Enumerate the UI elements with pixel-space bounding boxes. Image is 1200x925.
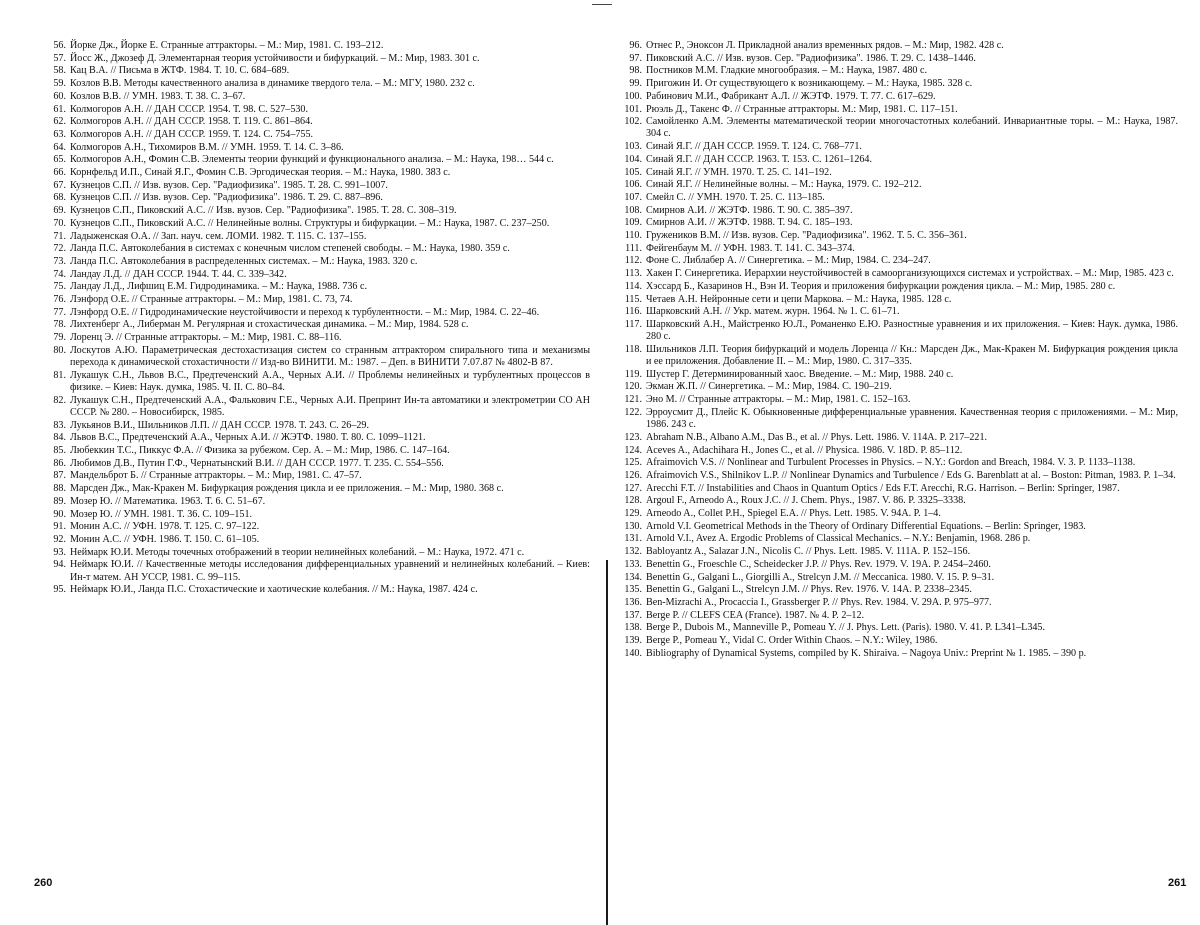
reference-text: Benettin G., Galgani L., Giorgilli A., Strelcyn J.M. // Meccanica. 1980. V. 15. P. 9–31.: [646, 571, 995, 583]
reference-number: 137.: [624, 609, 642, 621]
reference-number: 127.: [624, 482, 642, 494]
reference-text: Arecchi F.T. // Instabilities and Chaos in Quantum Optics / Eds F.T. Arecchi, R.G. Harrison. – Berlin: Springer, 1987.: [646, 482, 1120, 494]
reference-list-left: [42, 40, 590, 596]
reference-number: 98.: [629, 65, 642, 77]
reference-text: Гружеников В.М. // Изв. вузов. Сер. "Радиофизика". 1962. Т. 5. С. 356–361.: [646, 230, 967, 242]
reference-text: Лэнфорд О.Е. // Странные аттракторы. – М.: Мир, 1981. С. 73, 74.: [70, 294, 353, 306]
reference-text: Рабинович М.И., Фабрикант А.Л. // ЖЭТФ. 1979. Т. 77. С. 617–629.: [646, 90, 936, 102]
reference-number: 124.: [624, 444, 642, 456]
reference-text: Лэнфорд О.Е. // Гидродинамические неустойчивости и переход к турбулентности. – М.: Мир, 1984. С. 22–46.: [70, 306, 540, 318]
reference-entry: [42, 53, 590, 65]
reference-number: 105.: [624, 166, 642, 178]
reference-text: Шустер Г. Детерминированный хаос. Введение. – М.: Мир, 1988. 240 с.: [646, 368, 954, 380]
reference-number: 93.: [53, 546, 66, 558]
reference-number: 118.: [624, 343, 642, 355]
reference-entry: [618, 268, 1178, 280]
reference-text: Колмогоров А.Н. // ДАН СССР. 1959. Т. 124. С. 754–755.: [70, 128, 314, 140]
reference-text: Корнфельд И.П., Синай Я.Г., Фомин С.В. Эргодическая теория. – М.: Наука, 1980. 383 с.: [70, 167, 451, 179]
reference-text: Колмогоров А.Н. // ДАН СССР. 1958. Т. 119. С. 861–864.: [70, 116, 313, 128]
reference-text: Кузнецов С.П. // Изв. вузов. Сер. "Радиофизика". 1985. Т. 28. С. 991–1007.: [70, 179, 388, 191]
reference-text: Лукашук С.Н., Предтеченский А.А., Фалькович Г.Е., Черных А.И. Препринт Ин-та автоматики и электрометрии СО АН СССР. № 280. – Новосибирск, 1985.: [70, 394, 590, 418]
reference-number: 71.: [53, 230, 66, 242]
reference-text: Мозер Ю. // Математика. 1963. Т. 6. С. 51–67.: [70, 495, 266, 507]
reference-entry: [618, 78, 1178, 90]
reference-text: Aceves A., Adachihara H., Jones C., et al. // Physica. 1986. V. 18D. P. 85–112.: [646, 444, 963, 456]
left-page: [42, 40, 590, 597]
reference-number: 94.: [53, 559, 66, 571]
reference-number: 100.: [624, 90, 642, 102]
reference-text: Ben-Mizrachi A., Procaccia I., Grassberger P. // Phys. Rev. 1984. V. 29A. P. 975–977.: [646, 596, 992, 608]
reference-number: 81.: [53, 369, 66, 381]
reference-text: Постников М.М. Гладкие многообразия. – М.: Наука, 1987. 480 с.: [646, 65, 928, 77]
reference-entry: [42, 521, 590, 533]
reference-number: 63.: [53, 128, 66, 140]
reference-text: Хэссард Б., Казаринов Н., Вэн И. Теория и приложения бифуркации рождения цикла. – М.: Мир, 1985. 280 с.: [646, 280, 1116, 292]
reference-text: Самойленко А.М. Элементы математической теории многочастотных колебаний. Инвариантные торы. – М.: Наука, 1987. 304 с.: [646, 116, 1178, 140]
reference-text: Berge P., Dubois M., Manneville P., Pomeau Y. // J. Phys. Lett. (Paris). 1980. V. 41. P. L341–L345.: [646, 622, 1045, 634]
reference-text: Кузнецов С.П., Пиковский А.С. // Нелинейные волны. Структуры и бифуркации. – М.: Наука, 1987. С. 237–250.: [70, 217, 550, 229]
reference-number: 131.: [624, 533, 642, 545]
reference-entry: [618, 344, 1178, 368]
reference-number: 58.: [53, 65, 66, 77]
reference-number: 67.: [53, 179, 66, 191]
reference-number: 96.: [629, 40, 642, 51]
reference-number: 85.: [53, 445, 66, 456]
reference-number: 87.: [53, 470, 66, 482]
reference-number: 103.: [624, 141, 642, 153]
reference-number: 139.: [624, 635, 642, 647]
reference-text: Козлов В.В. Методы качественного анализа в динамике твердого тела. – М.: МГУ, 1980. 232 с.: [70, 78, 475, 90]
reference-number: 128.: [624, 495, 642, 507]
reference-number: 73.: [53, 255, 66, 267]
reference-entry: [42, 142, 590, 154]
reference-text: Лукьянов В.И., Шильников Л.П. // ДАН СССР. 1978. Т. 243. С. 26–29.: [70, 419, 369, 431]
reference-text: Лоскутов А.Ю. Параметрическая дестохастизация систем со странным аттрактором спирального типа и механизмы перехода к динамической стохастичности // Изд-во ВИНИТИ. М.: 1987. – Деп. в ВИНИТИ 7.07.87 № 4802-В 87.: [70, 344, 590, 369]
reference-entry: [618, 179, 1178, 191]
reference-entry: [618, 192, 1178, 204]
reference-text: Кузнецов С.П. // Изв. вузов. Сер. "Радиофизика". 1986. Т. 29. С. 887–896.: [70, 192, 383, 204]
reference-text: Рюэль Д., Такенс Ф. // Странные аттракторы. М.: Мир, 1981. С. 117–151.: [646, 103, 958, 115]
reference-number: 64.: [53, 141, 66, 153]
reference-text: Ланда П.С. Автоколебания в распределенных системах. – М.: Наука, 1983. 320 с.: [70, 255, 418, 267]
reference-entry: [618, 91, 1178, 103]
reference-entry: [618, 457, 1178, 469]
reference-text: Arneodo A., Collet P.H., Spiegel E.A. // Phys. Lett. 1985. V. 94A. P. 1–4.: [646, 508, 941, 520]
reference-text: Afraimovich V.S., Shilnikov L.P. // Nonlinear Dynamics and Turbulence / Eds G. Barenblatt at al. – Boston: Pitman, 1983. P. 1–34.: [646, 469, 1176, 481]
reference-number: 123.: [624, 431, 642, 443]
reference-entry: [42, 345, 590, 369]
reference-entry: [42, 231, 590, 243]
reference-number: 106.: [624, 179, 642, 191]
reference-text: Синай Я.Г. // ДАН СССР. 1963. Т. 153. С. 1261–1264.: [646, 153, 873, 165]
reference-text: Пиковский А.С. // Изв. вузов. Сер. "Радиофизика". 1986. Т. 29. С. 1438–1446.: [646, 52, 976, 64]
reference-entry: [42, 307, 590, 319]
reference-text: Смирнов А.И. // ЖЭТФ. 1986. Т. 90. С. 385–397.: [646, 204, 853, 216]
reference-text: Экман Ж.П. // Синергетика. – М.: Мир, 1984. С. 190–219.: [646, 381, 892, 393]
reference-text: Шарковский А.Н., Майстренко Ю.Л., Романенко Е.Ю. Разностные уравнения и их приложения. – Киев: Наук. думка, 1986. 280 с.: [646, 318, 1178, 343]
reference-entry: [618, 508, 1178, 520]
reference-entry: [42, 154, 590, 166]
reference-entry: [42, 534, 590, 546]
reference-entry: [618, 483, 1178, 495]
reference-entry: [618, 167, 1178, 179]
reference-entry: [618, 65, 1178, 77]
reference-text: Ландау Л.Д. // ДАН СССР. 1944. Т. 44. С. 339–342.: [70, 268, 287, 280]
reference-entry: [42, 319, 590, 331]
reference-number: 75.: [53, 281, 66, 293]
reference-entry: [618, 648, 1178, 660]
reference-number: 65.: [53, 154, 66, 166]
reference-entry: [42, 294, 590, 306]
reference-entry: [42, 281, 590, 293]
reference-text: Смирнов А.И. // ЖЭТФ. 1988. Т. 94. С. 185–193.: [646, 217, 853, 229]
reference-text: Arnold V.I. Geometrical Methods in the Theory of Ordinary Differential Equations. – Berlin: Springer, 1983.: [646, 520, 1086, 532]
reference-entry: [42, 192, 590, 204]
reference-number: 69.: [53, 205, 66, 217]
reference-number: 113.: [624, 268, 642, 280]
reference-text: Любеккин Т.С., Пиккус Ф.А. // Физика за рубежом. Сер. А. – М.: Мир, 1986. С. 147–164.: [70, 445, 450, 456]
reference-entry: [42, 420, 590, 432]
reference-number: 90.: [53, 508, 66, 520]
reference-number: 97.: [629, 52, 642, 64]
reference-text: Неймарк Ю.И., Ланда П.С. Стохастические и хаотические колебания. // М.: Наука, 1987. 424 с.: [70, 584, 478, 596]
reference-number: 66.: [53, 167, 66, 179]
reference-entry: [42, 483, 590, 495]
reference-number: 108.: [624, 204, 642, 216]
reference-number: 102.: [624, 116, 642, 128]
reference-text: Ландау Л.Д., Лифшиц Е.М. Гидродинамика. – М.: Наука, 1988. 736 с.: [70, 281, 367, 293]
reference-number: 57.: [53, 52, 66, 64]
reference-text: Мозер Ю. // УМН. 1981. Т. 36. С. 109–151.: [70, 508, 253, 520]
reference-text: Марсден Дж., Мак-Кракен М. Бифуркация рождения цикла и ее приложения. – М.: Мир, 1980. 368 с.: [70, 483, 504, 495]
reference-number: 133.: [624, 558, 642, 570]
reference-number: 121.: [624, 394, 642, 406]
reference-entry: [42, 167, 590, 179]
reference-text: Хакен Г. Синергетика. Иерархии неустойчивостей в самоорганизующихся системах и устройствах. – М.: Мир, 1985. 423 с.: [646, 268, 1174, 280]
reference-number: 89.: [53, 495, 66, 507]
reference-number: 134.: [624, 571, 642, 583]
reference-entry: [618, 104, 1178, 116]
reference-entry: [42, 40, 590, 52]
reference-entry: [618, 572, 1178, 584]
reference-entry: [42, 395, 590, 419]
reference-number: 56.: [53, 40, 66, 51]
reference-entry: [618, 622, 1178, 634]
reference-text: Синай Я.Г. // УМН. 1970. Т. 25. С. 141–192.: [646, 166, 832, 178]
page-number-left: 260: [34, 877, 53, 889]
reference-number: 74.: [53, 268, 66, 280]
reference-number: 80.: [53, 344, 66, 356]
reference-number: 138.: [624, 622, 642, 634]
reference-entry: [42, 91, 590, 103]
reference-entry: [42, 559, 590, 583]
reference-number: 110.: [624, 230, 642, 242]
reference-text: Ладыженская О.А. // Зап. науч. сем. ЛОМИ. 1982. Т. 115. С. 137–155.: [70, 230, 367, 242]
reference-number: 60.: [53, 90, 66, 102]
reference-entry: [618, 154, 1178, 166]
reference-entry: [618, 521, 1178, 533]
reference-text: Любимов Д.В., Путин Г.Ф., Чернатынский В.И. // ДАН СССР. 1977. Т. 235. С. 554–556.: [70, 457, 444, 469]
reference-number: 59.: [53, 78, 66, 90]
reference-number: 112.: [624, 255, 642, 267]
reference-entry: [42, 256, 590, 268]
reference-number: 99.: [629, 78, 642, 90]
reference-text: Мандельброт Б. // Странные аттракторы. – М.: Мир, 1981. С. 47–57.: [70, 470, 362, 482]
reference-text: Львов В.С., Предтеченский А.А., Черных А.И. // ЖЭТФ. 1980. Т. 80. С. 1099–1121.: [70, 432, 426, 444]
reference-number: 120.: [624, 381, 642, 393]
reference-entry: [42, 65, 590, 77]
reference-text: Кузнецов С.П., Пиковский А.С. // Изв. вузов. Сер. "Радиофизика". 1985. Т. 28. С. 308–319.: [70, 205, 457, 217]
reference-text: Йосс Ж., Джозеф Д. Элементарная теория устойчивости и бифуркаций. – М.: Мир, 1983. 301 с.: [70, 52, 480, 64]
reference-text: Смейл С. // УМН. 1970. Т. 25. С. 113–185.: [646, 191, 825, 203]
reference-text: Неймарк Ю.И. Методы точечных отображений в теории нелинейных колебаний. – М.: Наука, 1972. 471 с.: [70, 546, 525, 558]
reference-entry: [42, 547, 590, 559]
reference-entry: [42, 104, 590, 116]
reference-entry: [618, 559, 1178, 571]
reference-entry: [618, 407, 1178, 431]
reference-entry: [42, 458, 590, 470]
reference-number: 68.: [53, 192, 66, 204]
reference-text: Berge P. // CLEFS CEA (France). 1987. № 4. P. 2–12.: [646, 609, 865, 621]
reference-entry: [42, 180, 590, 192]
reference-number: 122.: [624, 406, 642, 418]
reference-entry: [618, 243, 1178, 255]
reference-entry: [618, 53, 1178, 65]
reference-text: Afraimovich V.S. // Nonlinear and Turbulent Processes in Physics. – N.Y.: Gordon and Breach, 1984. V. 3. P. 1133–1138.: [646, 457, 1136, 469]
reference-number: 140.: [624, 647, 642, 659]
reference-entry: [618, 294, 1178, 306]
reference-number: 125.: [624, 457, 642, 469]
reference-text: Ланда П.С. Автоколебания в системах с конечным числом степеней свободы. – М.: Наука, 1980. 359 с.: [70, 243, 510, 255]
reference-number: 77.: [53, 306, 66, 318]
reference-number: 84.: [53, 432, 66, 444]
reference-text: Синай Я.Г. // ДАН СССР. 1959. Т. 124. С. 768–771.: [646, 141, 862, 153]
reference-entry: [618, 255, 1178, 267]
reference-entry: [42, 116, 590, 128]
reference-entry: [42, 370, 590, 394]
reference-entry: [618, 230, 1178, 242]
reference-text: Лукашук С.Н., Львов В.С., Предтеченский А.А., Черных А.И. // Проблемы нелинейных и турбулентных процессов в физике. – Киев: Наук. думка, 1985. Ч. II. С. 80–84.: [70, 369, 590, 393]
reference-text: Колмогоров А.Н. // ДАН СССР. 1954. Т. 98. С. 527–530.: [70, 103, 309, 115]
reference-entry: [42, 218, 590, 230]
reference-entry: [618, 635, 1178, 647]
reference-entry: [618, 597, 1178, 609]
reference-text: Шильников Л.П. Теория бифуркаций и модель Лоренца // Кн.: Марсден Дж., Мак-Кракен М. Бифуркация рождения цикла и ее приложения. Добавление II. – М.: Мир, 1980. С. 317–335.: [646, 343, 1178, 368]
reference-entry: [42, 496, 590, 508]
reference-text: Йорке Дж., Йорке Е. Странные аттракторы. – М.: Мир, 1981. С. 193–212.: [70, 40, 384, 51]
reference-entry: [618, 319, 1178, 343]
reference-text: Фейгенбаум М. // УФН. 1983. Т. 141. С. 343–374.: [646, 242, 855, 254]
reference-text: Отнес Р., Эноксон Л. Прикладной анализ временных рядов. – М.: Мир, 1982. 428 с.: [646, 40, 1004, 51]
reference-text: Неймарк Ю.И. // Качественные методы исследования дифференциальных уравнений и нелинейных колебаний. – Киев: Ин-т матем. АН УССР, 1981. С. 99–115.: [70, 559, 590, 583]
reference-number: 111.: [625, 242, 642, 254]
reference-entry: [42, 205, 590, 217]
reference-number: 101.: [624, 103, 642, 115]
reference-number: 86.: [53, 457, 66, 469]
reference-text: Синай Я.Г. // Нелинейные волны. – М.: Наука, 1979. С. 192–212.: [646, 179, 922, 191]
reference-number: 114.: [624, 280, 642, 292]
reference-entry: [42, 584, 590, 596]
reference-number: 117.: [624, 318, 642, 330]
reference-list-right: [618, 40, 1178, 660]
reference-entry: [42, 470, 590, 482]
reference-text: Монин А.С. // УФН. 1978. Т. 125. С. 97–122.: [70, 521, 260, 533]
reference-text: Шарковский А.Н. // Укр. матем. журн. 1964. № 1. С. 61–71.: [646, 306, 900, 318]
reference-text: Лихтенберг А., Либерман М. Регулярная и стохастическая динамика. – М.: Мир, 1984. 528 с.: [70, 319, 469, 331]
reference-text: Babloyantz A., Salazar J.N., Nicolis C. // Phys. Lett. 1985. V. 111A. P. 152–156.: [646, 546, 971, 558]
reference-number: 83.: [53, 419, 66, 431]
reference-number: 115.: [624, 293, 642, 305]
reference-number: 79.: [53, 332, 66, 344]
right-page: [618, 40, 1178, 660]
reference-number: 107.: [624, 191, 642, 203]
reference-entry: [618, 470, 1178, 482]
reference-entry: [618, 141, 1178, 153]
reference-text: Козлов В.В. // УМН. 1983. Т. 38. С. 3–67.: [70, 90, 246, 102]
reference-text: Пригожин И. От существующего к возникающему. – М.: Наука, 1985. 328 с.: [646, 78, 973, 90]
top-mark: [592, 0, 612, 5]
reference-text: Кац В.А. // Письма в ЖТФ. 1984. Т. 10. С. 684–689.: [70, 65, 290, 77]
reference-number: 136.: [624, 596, 642, 608]
gutter-line: [606, 560, 608, 925]
reference-entry: [618, 533, 1178, 545]
reference-entry: [618, 432, 1178, 444]
reference-text: Колмогоров А.Н., Фомин С.В. Элементы теории функций и функционального анализа. – М.: Наука, 198… 544 с.: [70, 154, 554, 166]
reference-entry: [42, 78, 590, 90]
reference-number: 130.: [624, 520, 642, 532]
reference-entry: [618, 610, 1178, 622]
reference-number: 82.: [53, 394, 66, 406]
reference-entry: [42, 269, 590, 281]
reference-text: Эрроусмит Д., Плейс К. Обыкновенные дифференциальные уравнения. Качественная теория с приложениями. – М.: Мир, 1986. 243 с.: [646, 406, 1178, 431]
reference-entry: [618, 394, 1178, 406]
reference-text: Фоне С. Либлабер А. // Синергетика. – М.: Мир, 1984. С. 234–247.: [646, 255, 931, 267]
reference-text: Четаев А.Н. Нейронные сети и цепи Маркова. – М.: Наука, 1985. 128 с.: [646, 293, 952, 305]
reference-number: 72.: [53, 243, 66, 255]
reference-number: 92.: [53, 533, 66, 545]
reference-text: Abraham N.B., Albano A.M., Das B., et al. // Phys. Lett. 1986. V. 114A. P. 217–221.: [646, 431, 988, 443]
reference-number: 104.: [624, 153, 642, 165]
reference-number: 132.: [624, 546, 642, 558]
reference-entry: [42, 445, 590, 457]
reference-entry: [618, 445, 1178, 457]
reference-entry: [42, 332, 590, 344]
page-number-right: 261: [1168, 877, 1187, 889]
reference-entry: [618, 217, 1178, 229]
reference-entry: [42, 509, 590, 521]
reference-entry: [618, 306, 1178, 318]
reference-entry: [618, 205, 1178, 217]
reference-entry: [618, 40, 1178, 52]
reference-number: 135.: [624, 584, 642, 596]
reference-entry: [42, 432, 590, 444]
reference-number: 129.: [624, 508, 642, 520]
reference-number: 88.: [53, 483, 66, 495]
reference-text: Эно М. // Странные аттракторы. – М.: Мир, 1981. С. 152–163.: [646, 394, 911, 406]
reference-number: 116.: [624, 306, 642, 318]
reference-text: Benettin G., Galgani L., Strelcyn J.M. // Phys. Rev. 1976. V. 14A. P. 2338–2345.: [646, 584, 972, 596]
reference-number: 78.: [53, 319, 66, 331]
reference-text: Berge P., Pomeau Y., Vidal C. Order Within Chaos. – N.Y.: Wiley, 1986.: [646, 635, 938, 647]
reference-text: Монин А.С. // УФН. 1986. Т. 150. С. 61–105.: [70, 533, 260, 545]
reference-number: 119.: [624, 368, 642, 380]
reference-entry: [618, 495, 1178, 507]
reference-text: Bibliography of Dynamical Systems, compiled by K. Shiraiva. – Nagoya Univ.: Preprint № 1. 1985. – 390 p.: [646, 647, 1087, 659]
reference-number: 70.: [53, 217, 66, 229]
reference-entry: [42, 243, 590, 255]
reference-text: Колмогоров А.Н., Тихомиров В.М. // УМН. 1959. Т. 14. С. 3–86.: [70, 141, 344, 153]
reference-number: 95.: [53, 584, 66, 596]
reference-number: 76.: [53, 294, 66, 306]
reference-entry: [618, 369, 1178, 381]
reference-entry: [618, 584, 1178, 596]
reference-text: Argoul F., Arneodo A., Roux J.C. // J. Chem. Phys., 1987. V. 86. P. 3325–3338.: [646, 495, 966, 507]
reference-number: 91.: [53, 521, 66, 533]
reference-number: 126.: [624, 469, 642, 481]
reference-number: 62.: [53, 116, 66, 128]
reference-entry: [618, 116, 1178, 140]
reference-text: Arnold V.I., Avez A. Ergodic Problems of Classical Mechanics. – N.Y.: Benjamin, 1968. 286 p.: [646, 533, 1031, 545]
reference-entry: [618, 381, 1178, 393]
reference-entry: [618, 546, 1178, 558]
reference-entry: [618, 281, 1178, 293]
reference-entry: [42, 129, 590, 141]
reference-number: 109.: [624, 217, 642, 229]
reference-text: Лоренц Э. // Странные аттракторы. – М.: Мир, 1981. С. 88–116.: [70, 332, 342, 344]
reference-number: 61.: [53, 103, 66, 115]
reference-text: Benettin G., Froeschle C., Scheidecker J.P. // Phys. Rev. 1979. V. 19A. P. 2454–2460.: [646, 558, 991, 570]
